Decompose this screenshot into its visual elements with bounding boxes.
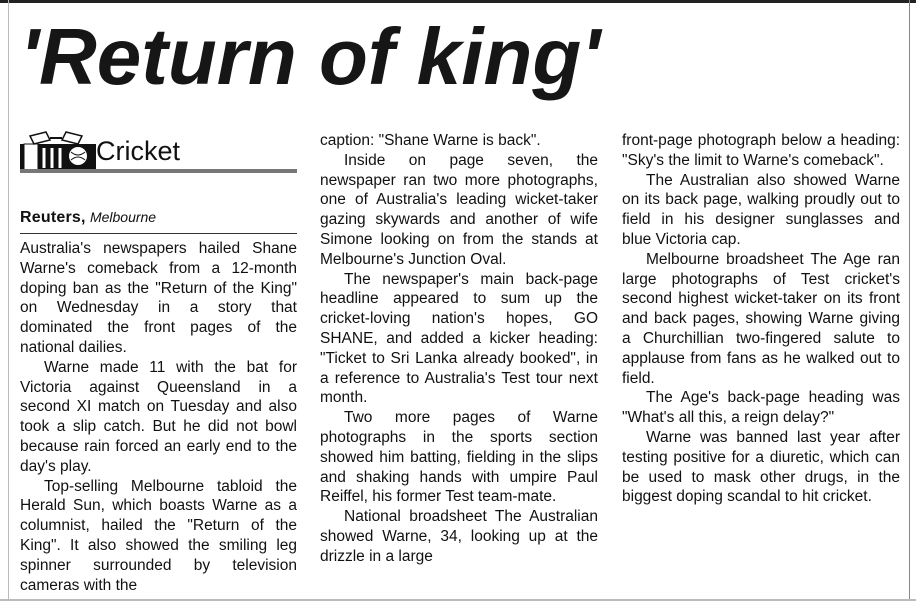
cricket-bat-ball-icon [20, 130, 96, 170]
paragraph: The newspaper's main back-page headline appeared to sum up the cricket-loving nation's hopes, GO SHANE, and added a kicker heading: "Ticket to Sri Lanka already booked", in a reference to Australia's Test tour next month. [320, 270, 598, 407]
paragraph: Warne was banned last year after testing positive for a diuretic, which can be used to mask other drugs, in the biggest doping scandal to hit cricket. [622, 428, 900, 506]
paragraph: caption: "Shane Warne is back". [320, 132, 541, 149]
byline-place: Melbourne [89, 209, 157, 225]
left-margin-rule [8, 0, 9, 601]
paragraph: Inside on page seven, the newspaper ran two more photographs, one of Australia's leading wicket-taker gazing skywards and another of wife Simone looking on from the stands at Melbourne's Junction Oval. [320, 151, 598, 268]
byline [20, 207, 156, 228]
right-margin-rule [909, 0, 910, 601]
paragraph: Warne made 11 with the bat for Victoria against Queensland in a second XI match on Tuesday and also took a slip catch. But he did not bowl because rain forced an early end to the day's play. [20, 358, 297, 475]
top-rule [0, 0, 916, 3]
paragraph: Two more pages of Warne photographs in the sports section showed him batting, fielding in the slips and shaking hands with umpire Paul Reiffel, his former Test team-mate. [320, 409, 598, 506]
paragraph: Top-selling Melbourne tabloid the Herald Sun, which boasts Warne as a columnist, hailed the "Return of the King". It also showed the smiling leg spinner surrounded by television cameras with the [20, 477, 297, 594]
article-column-2 [320, 131, 598, 567]
paragraph: Australia's newspapers hailed Shane Warne's comeback from a 12-month doping ban as the "Return of the King" on Wednesday in a story that dominated the front pages of the national dailies. [20, 240, 297, 356]
article-column-3 [622, 131, 900, 507]
section-divider [20, 169, 297, 173]
headline: 'Return of king' [20, 12, 601, 101]
byline-agency: Reuters, [20, 209, 86, 226]
section-header [20, 128, 297, 172]
paragraph: Melbourne broadsheet The Age ran large photographs of Test cricket's second highest wicket-taker on its front and back pages, showing Warne giving a Churchillian two-fingered salute to applause from fans as he walked out to field. [622, 250, 900, 387]
paragraph: National broadsheet The Australian showed Warne, 34, looking up at the drizzle in a large [320, 508, 598, 565]
paragraph: The Age's back-page heading was "What's all this, a reign delay?" [622, 389, 900, 427]
byline-rule [20, 233, 297, 234]
section-label: Cricket [96, 136, 181, 166]
article-column-1 [20, 239, 297, 595]
paragraph: The Australian also showed Warne on its back page, walking proudly out to field in his designer sunglasses and blue Victoria cap. [622, 171, 900, 248]
paragraph: front-page photograph below a heading: "Sky's the limit to Warne's comeback". [622, 132, 900, 169]
